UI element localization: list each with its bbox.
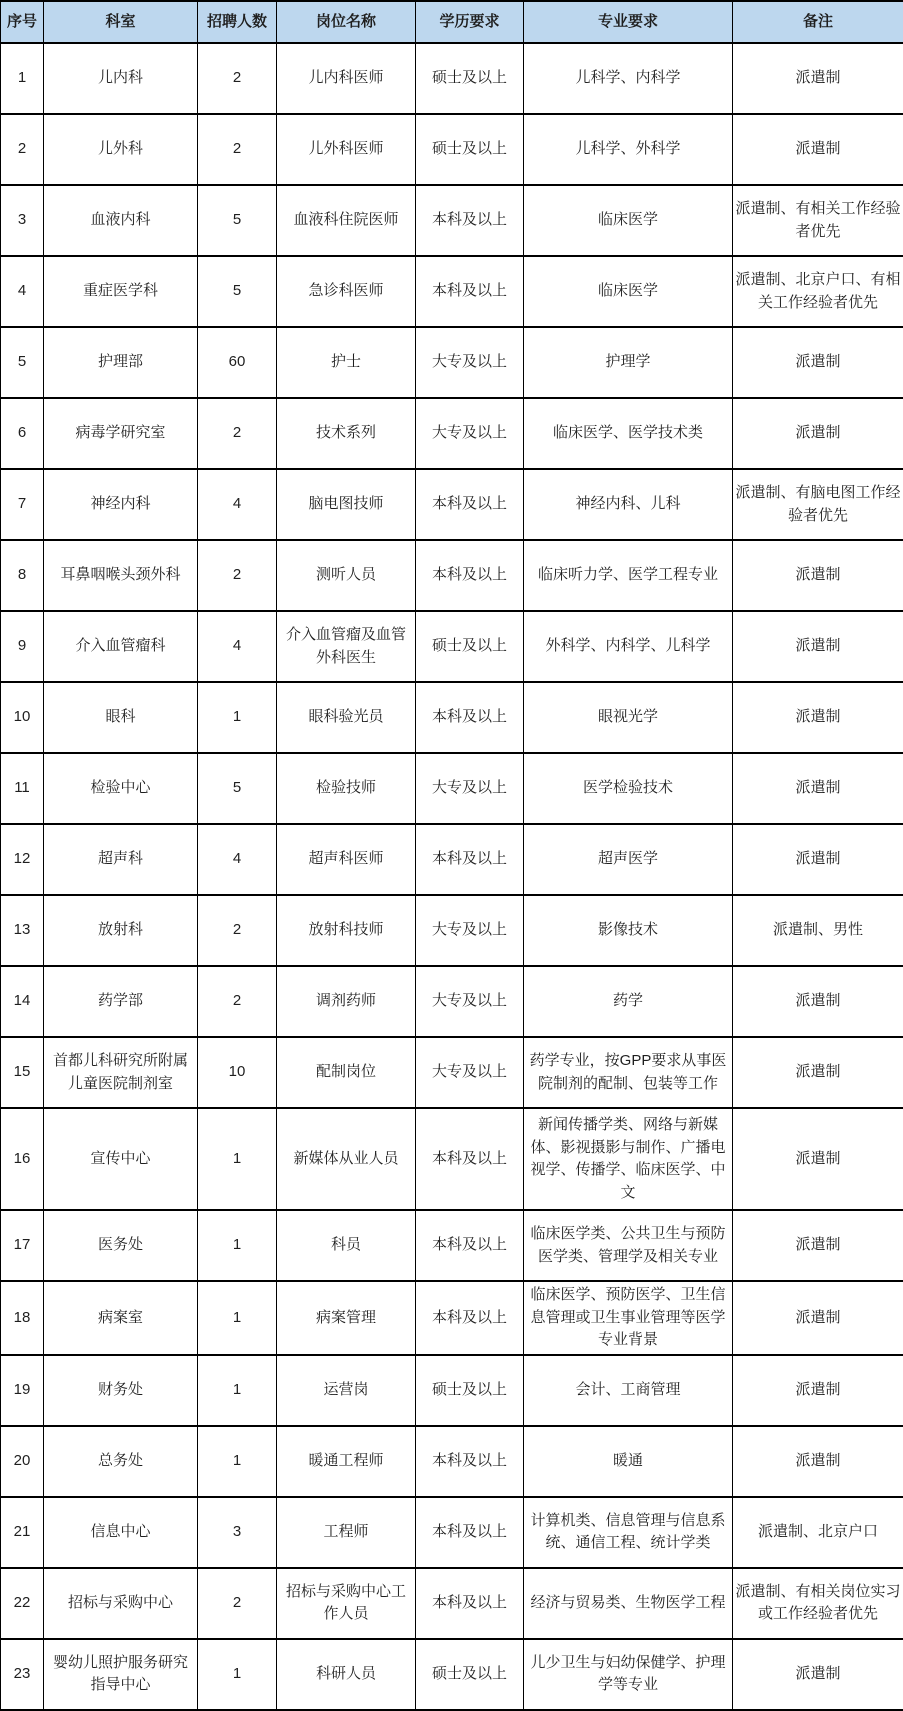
cell-count: 1 <box>198 1355 277 1426</box>
cell-position: 配制岗位 <box>277 1037 416 1108</box>
cell-no: 16 <box>1 1108 44 1210</box>
cell-remark: 派遣制、有脑电图工作经验者优先 <box>733 469 903 540</box>
cell-education: 本科及以上 <box>416 469 524 540</box>
cell-dept: 儿外科 <box>44 114 198 185</box>
cell-count: 2 <box>198 114 277 185</box>
cell-count: 2 <box>198 398 277 469</box>
table-header <box>1 1 903 43</box>
cell-no: 11 <box>1 753 44 824</box>
table-row <box>1 824 903 895</box>
cell-remark: 派遣制、有相关岗位实习或工作经验者优先 <box>733 1568 903 1639</box>
cell-remark: 派遣制、北京户口、有相关工作经验者优先 <box>733 256 903 327</box>
cell-major: 临床医学 <box>524 256 733 327</box>
cell-count: 1 <box>198 682 277 753</box>
cell-remark: 派遣制 <box>733 1639 903 1710</box>
table-row <box>1 398 903 469</box>
cell-education: 本科及以上 <box>416 540 524 611</box>
cell-remark: 派遣制 <box>733 966 903 1037</box>
cell-count: 1 <box>198 1426 277 1497</box>
cell-education: 本科及以上 <box>416 1108 524 1210</box>
cell-dept: 神经内科 <box>44 469 198 540</box>
cell-position: 科员 <box>277 1210 416 1281</box>
cell-dept: 病案室 <box>44 1281 198 1355</box>
table-row <box>1 114 903 185</box>
cell-count: 60 <box>198 327 277 398</box>
cell-education: 大专及以上 <box>416 1037 524 1108</box>
cell-count: 1 <box>198 1210 277 1281</box>
cell-remark: 派遣制 <box>733 611 903 682</box>
cell-no: 5 <box>1 327 44 398</box>
cell-remark: 派遣制、有相关工作经验者优先 <box>733 185 903 256</box>
cell-remark: 派遣制、男性 <box>733 895 903 966</box>
cell-remark: 派遣制 <box>733 682 903 753</box>
cell-major: 护理学 <box>524 327 733 398</box>
cell-count: 4 <box>198 824 277 895</box>
cell-dept: 招标与采购中心 <box>44 1568 198 1639</box>
cell-major: 会计、工商管理 <box>524 1355 733 1426</box>
cell-dept: 婴幼儿照护服务研究指导中心 <box>44 1639 198 1710</box>
column-header-count: 招聘人数 <box>198 1 277 43</box>
table-row <box>1 256 903 327</box>
cell-no: 15 <box>1 1037 44 1108</box>
cell-education: 硕士及以上 <box>416 1639 524 1710</box>
cell-no: 3 <box>1 185 44 256</box>
column-header-major: 专业要求 <box>524 1 733 43</box>
table-row <box>1 1639 903 1710</box>
cell-remark: 派遣制 <box>733 540 903 611</box>
cell-major: 药学专业，按GPP要求从事医院制剂的配制、包装等工作 <box>524 1037 733 1108</box>
cell-education: 大专及以上 <box>416 966 524 1037</box>
cell-count: 10 <box>198 1037 277 1108</box>
cell-position: 超声科医师 <box>277 824 416 895</box>
column-header-education: 学历要求 <box>416 1 524 43</box>
table-row <box>1 682 903 753</box>
column-header-no: 序号 <box>1 1 44 43</box>
cell-no: 2 <box>1 114 44 185</box>
cell-no: 6 <box>1 398 44 469</box>
cell-major: 临床医学类、公共卫生与预防医学类、管理学及相关专业 <box>524 1210 733 1281</box>
cell-count: 2 <box>198 966 277 1037</box>
cell-dept: 眼科 <box>44 682 198 753</box>
cell-education: 大专及以上 <box>416 327 524 398</box>
cell-major: 外科学、内科学、儿科学 <box>524 611 733 682</box>
cell-major: 经济与贸易类、生物医学工程 <box>524 1568 733 1639</box>
cell-education: 大专及以上 <box>416 398 524 469</box>
table-row <box>1 1108 903 1210</box>
cell-count: 4 <box>198 611 277 682</box>
cell-remark: 派遣制 <box>733 1108 903 1210</box>
cell-count: 2 <box>198 43 277 114</box>
cell-dept: 检验中心 <box>44 753 198 824</box>
cell-dept: 放射科 <box>44 895 198 966</box>
cell-no: 1 <box>1 43 44 114</box>
cell-no: 19 <box>1 1355 44 1426</box>
table-body <box>1 43 903 1710</box>
cell-position: 测听人员 <box>277 540 416 611</box>
cell-dept: 耳鼻咽喉头颈外科 <box>44 540 198 611</box>
cell-position: 调剂药师 <box>277 966 416 1037</box>
cell-no: 17 <box>1 1210 44 1281</box>
cell-dept: 药学部 <box>44 966 198 1037</box>
cell-count: 2 <box>198 895 277 966</box>
cell-dept: 重症医学科 <box>44 256 198 327</box>
cell-remark: 派遣制 <box>733 327 903 398</box>
cell-position: 科研人员 <box>277 1639 416 1710</box>
cell-dept: 总务处 <box>44 1426 198 1497</box>
cell-no: 12 <box>1 824 44 895</box>
cell-dept: 病毒学研究室 <box>44 398 198 469</box>
cell-dept: 超声科 <box>44 824 198 895</box>
cell-major: 临床医学、医学技术类 <box>524 398 733 469</box>
table-row <box>1 895 903 966</box>
cell-education: 大专及以上 <box>416 753 524 824</box>
cell-dept: 首都儿科研究所附属儿童医院制剂室 <box>44 1037 198 1108</box>
cell-count: 5 <box>198 185 277 256</box>
table-row <box>1 469 903 540</box>
cell-count: 4 <box>198 469 277 540</box>
cell-remark: 派遣制 <box>733 1426 903 1497</box>
cell-position: 工程师 <box>277 1497 416 1568</box>
cell-count: 1 <box>198 1281 277 1355</box>
cell-count: 5 <box>198 753 277 824</box>
cell-remark: 派遣制 <box>733 824 903 895</box>
cell-major: 临床医学、预防医学、卫生信息管理或卫生事业管理等医学专业背景 <box>524 1281 733 1355</box>
cell-major: 影像技术 <box>524 895 733 966</box>
cell-no: 8 <box>1 540 44 611</box>
cell-no: 13 <box>1 895 44 966</box>
table-row <box>1 1037 903 1108</box>
cell-no: 23 <box>1 1639 44 1710</box>
cell-major: 新闻传播学类、网络与新媒体、影视摄影与制作、广播电视学、传播学、临床医学、中文 <box>524 1108 733 1210</box>
cell-count: 3 <box>198 1497 277 1568</box>
cell-remark: 派遣制 <box>733 1210 903 1281</box>
table-row <box>1 1210 903 1281</box>
cell-dept: 介入血管瘤科 <box>44 611 198 682</box>
cell-no: 10 <box>1 682 44 753</box>
cell-position: 血液科住院医师 <box>277 185 416 256</box>
cell-dept: 血液内科 <box>44 185 198 256</box>
cell-remark: 派遣制 <box>733 398 903 469</box>
cell-dept: 儿内科 <box>44 43 198 114</box>
cell-no: 21 <box>1 1497 44 1568</box>
cell-no: 4 <box>1 256 44 327</box>
cell-no: 18 <box>1 1281 44 1355</box>
column-header-dept: 科室 <box>44 1 198 43</box>
table-row <box>1 1281 903 1355</box>
cell-count: 5 <box>198 256 277 327</box>
cell-major: 临床听力学、医学工程专业 <box>524 540 733 611</box>
cell-position: 放射科技师 <box>277 895 416 966</box>
cell-education: 硕士及以上 <box>416 43 524 114</box>
cell-no: 14 <box>1 966 44 1037</box>
cell-position: 急诊科医师 <box>277 256 416 327</box>
cell-education: 本科及以上 <box>416 1426 524 1497</box>
cell-position: 护士 <box>277 327 416 398</box>
cell-count: 1 <box>198 1108 277 1210</box>
cell-dept: 宣传中心 <box>44 1108 198 1210</box>
cell-dept: 财务处 <box>44 1355 198 1426</box>
cell-position: 儿内科医师 <box>277 43 416 114</box>
cell-education: 本科及以上 <box>416 1210 524 1281</box>
cell-major: 暖通 <box>524 1426 733 1497</box>
table-row <box>1 753 903 824</box>
table-row <box>1 1355 903 1426</box>
cell-major: 超声医学 <box>524 824 733 895</box>
cell-remark: 派遣制 <box>733 43 903 114</box>
cell-position: 脑电图技师 <box>277 469 416 540</box>
cell-major: 神经内科、儿科 <box>524 469 733 540</box>
cell-major: 计算机类、信息管理与信息系统、通信工程、统计学类 <box>524 1497 733 1568</box>
table-row <box>1 966 903 1037</box>
header-row <box>1 1 903 43</box>
cell-position: 病案管理 <box>277 1281 416 1355</box>
cell-position: 检验技师 <box>277 753 416 824</box>
cell-remark: 派遣制 <box>733 1355 903 1426</box>
cell-education: 本科及以上 <box>416 682 524 753</box>
cell-education: 硕士及以上 <box>416 114 524 185</box>
column-header-position: 岗位名称 <box>277 1 416 43</box>
cell-remark: 派遣制 <box>733 114 903 185</box>
cell-position: 暖通工程师 <box>277 1426 416 1497</box>
cell-education: 本科及以上 <box>416 1497 524 1568</box>
cell-education: 本科及以上 <box>416 824 524 895</box>
table-row <box>1 1497 903 1568</box>
cell-no: 9 <box>1 611 44 682</box>
cell-position: 招标与采购中心工作人员 <box>277 1568 416 1639</box>
cell-no: 22 <box>1 1568 44 1639</box>
cell-position: 新媒体从业人员 <box>277 1108 416 1210</box>
cell-major: 临床医学 <box>524 185 733 256</box>
cell-position: 眼科验光员 <box>277 682 416 753</box>
cell-position: 儿外科医师 <box>277 114 416 185</box>
table-row <box>1 540 903 611</box>
column-header-remark: 备注 <box>733 1 903 43</box>
cell-count: 2 <box>198 540 277 611</box>
cell-education: 硕士及以上 <box>416 611 524 682</box>
cell-remark: 派遣制 <box>733 1281 903 1355</box>
cell-position: 技术系列 <box>277 398 416 469</box>
cell-major: 药学 <box>524 966 733 1037</box>
cell-dept: 护理部 <box>44 327 198 398</box>
cell-count: 2 <box>198 1568 277 1639</box>
cell-major: 儿科学、外科学 <box>524 114 733 185</box>
cell-education: 大专及以上 <box>416 895 524 966</box>
table-row <box>1 327 903 398</box>
cell-major: 医学检验技术 <box>524 753 733 824</box>
cell-education: 本科及以上 <box>416 256 524 327</box>
cell-major: 儿少卫生与妇幼保健学、护理学等专业 <box>524 1639 733 1710</box>
cell-dept: 信息中心 <box>44 1497 198 1568</box>
cell-major: 眼视光学 <box>524 682 733 753</box>
cell-education: 本科及以上 <box>416 1281 524 1355</box>
table-row <box>1 1426 903 1497</box>
cell-remark: 派遣制、北京户口 <box>733 1497 903 1568</box>
cell-no: 7 <box>1 469 44 540</box>
table-row <box>1 611 903 682</box>
cell-remark: 派遣制 <box>733 1037 903 1108</box>
cell-position: 介入血管瘤及血管外科医生 <box>277 611 416 682</box>
cell-education: 本科及以上 <box>416 185 524 256</box>
cell-major: 儿科学、内科学 <box>524 43 733 114</box>
cell-no: 20 <box>1 1426 44 1497</box>
table-row <box>1 1568 903 1639</box>
table-row <box>1 43 903 114</box>
cell-remark: 派遣制 <box>733 753 903 824</box>
cell-count: 1 <box>198 1639 277 1710</box>
table-row <box>1 185 903 256</box>
cell-dept: 医务处 <box>44 1210 198 1281</box>
cell-education: 硕士及以上 <box>416 1355 524 1426</box>
cell-position: 运营岗 <box>277 1355 416 1426</box>
cell-education: 本科及以上 <box>416 1568 524 1639</box>
